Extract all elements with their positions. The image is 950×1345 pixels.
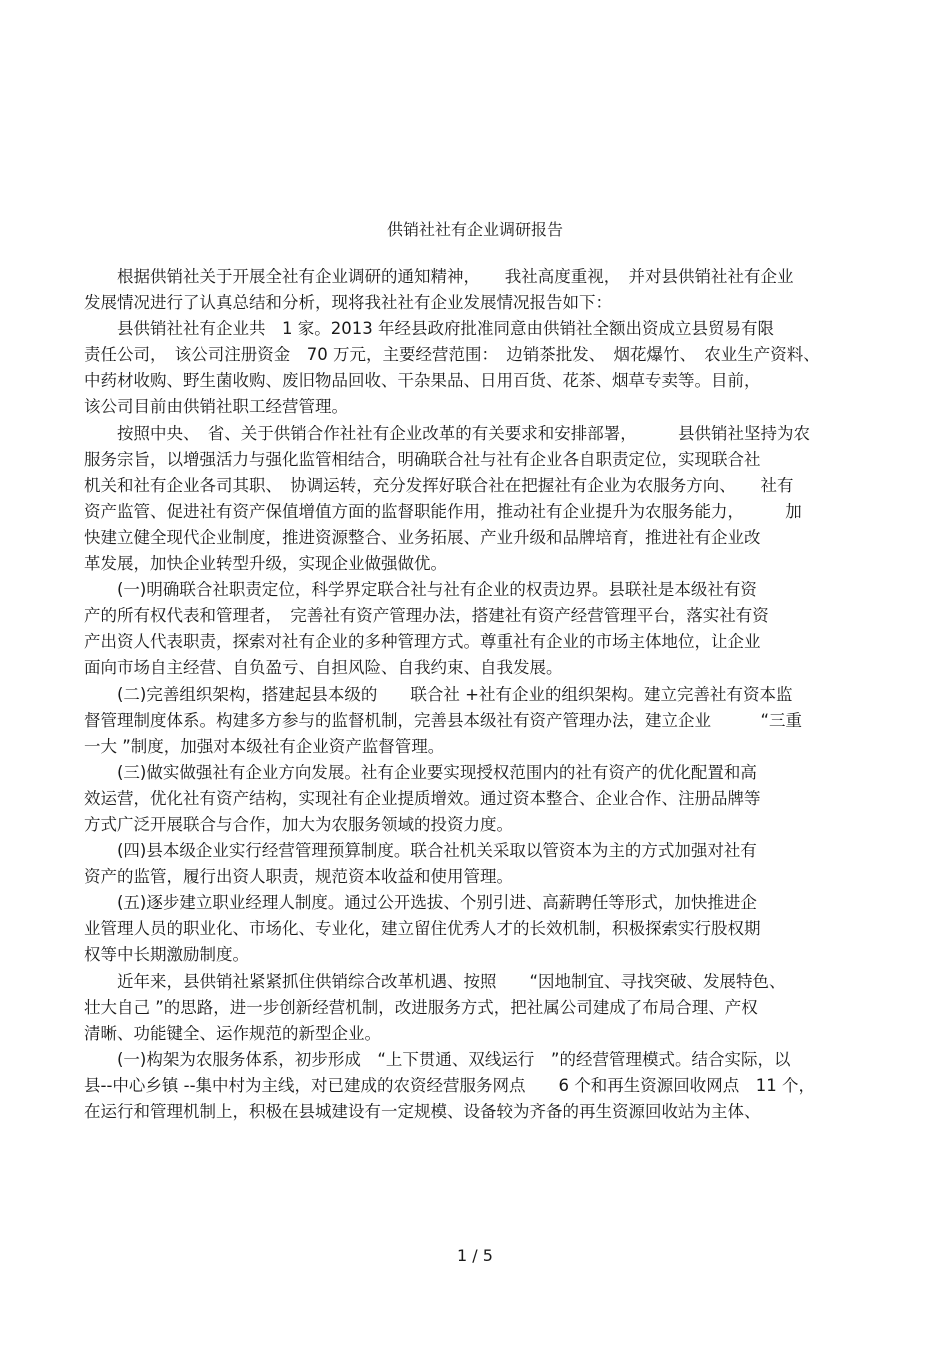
text-line: 方式广泛开展联合与合作，加大为农服务领域的投资力度。 <box>84 814 513 834</box>
text-line: 机关和社有企业各司其职、 协调运转，充分发挥好联合社在把握社有企业为农服务方向、 社有 <box>84 475 794 495</box>
text-line: 壮大自己 ”的思路，进一步创新经营机制，改进服务方式，把社属公司建成了布局合理、产权 <box>84 997 758 1017</box>
text-line: 革发展，加快企业转型升级，实现企业做强做优。 <box>84 554 447 574</box>
text-line: 服务宗旨，以增强活力与强化监管相结合，明确联合社与社有企业各自职责定位，实现联合社 <box>84 449 761 469</box>
text-line: 效运营，优化社有资产结构，实现社有企业提质增效。通过资本整合、企业合作、注册品牌等 <box>84 788 761 808</box>
text-line: 资产监管、促进社有资产保值增值方面的监督职能作用，推动社有企业提升为农服务能力， 加 <box>84 501 802 521</box>
text-line: 产出资人代表职责，探索对社有企业的多种管理方式。尊重社有企业的市场主体地位，让企业 <box>84 632 761 652</box>
text-line: 清晰、功能键全、运作规范的新型企业。 <box>84 1023 381 1043</box>
text-line: 中药材收购、野生菌收购、废旧物品回收、干杂果品、日用百货、花茶、烟草专卖等。目前， <box>84 371 761 391</box>
text-line: 发展情况进行了认真总结和分析，现将我社社有企业发展情况报告如下： <box>84 293 612 313</box>
text-line: (五)逐步建立职业经理人制度。通过公开选拔、个别引进、高薪聘任等形式，加快推进企 <box>84 893 757 913</box>
page-number: 1 / 5 <box>457 1246 493 1265</box>
text-line: (二)完善组织架构，搭建起县本级的 联合社 +社有企业的组织架构。建立完善社有资本监 <box>84 684 793 704</box>
text-line: 近年来，县供销社紧紧抓住供销综合改革机遇、按照 “因地制宜、寻找突破、发展特色、 <box>84 971 786 991</box>
text-line: 督管理制度体系。构建多方参与的监督机制，完善县本级社有资产管理办法，建立企业 “三重 <box>84 710 803 730</box>
text-line: 资产的监管，履行出资人职责，规范资本收益和使用管理。 <box>84 867 513 887</box>
text-line: 责任公司， 该公司注册资金 70 万元，主要经营范围： 边销茶批发、 烟花爆竹、 农业生产资料、 <box>84 345 820 365</box>
text-line: 一大 ”制度，加强对本级社有企业资产监督管理。 <box>84 736 445 756</box>
text-line: 快建立健全现代企业制度，推进资源整合、业务拓展、产业升级和品牌培育，推进社有企业改 <box>84 527 761 547</box>
text-line: (三)做实做强社有企业方向发展。社有企业要实现授权范围内的社有资产的优化配置和高 <box>84 762 757 782</box>
text-line: (四)县本级企业实行经营管理预算制度。联合社机关采取以管资本为主的方式加强对社有 <box>84 841 757 861</box>
text-line: 产的所有权代表和管理者， 完善社有资产管理办法，搭建社有资产经营管理平台，落实社有资 <box>84 606 769 626</box>
text-line: 业管理人员的职业化、市场化、专业化，建立留住优秀人才的长效机制，积极探索实行股权期 <box>84 919 761 939</box>
text-line: 按照中央、 省、关于供销合作社社有企业改革的有关要求和安排部署， 县供销社坚持为农 <box>84 423 810 443</box>
document-title: 供销社社有企业调研报告 <box>386 220 563 239</box>
text-line: 县--中心乡镇 --集中村为主线，对已建成的农资经营服务网点 6 个和再生资源回收网点 11 个， <box>84 1075 816 1095</box>
text-line: 在运行和管理机制上，积极在县城建设有一定规模、设备较为齐备的再生资源回收站为主体、 <box>84 1102 761 1121</box>
text-line: 面向市场自主经营、自负盈亏、自担风险、自我约束、自我发展。 <box>84 658 563 678</box>
text-line: 根据供销社关于开展全社有企业调研的通知精神， 我社高度重视， 并对县供销社社有企业 <box>84 267 794 286</box>
text-line: 县供销社社有企业共 1 家。2013 年经县政府批准同意由供销社全额出资成立县贸易有限 <box>84 319 774 339</box>
text-line: (一)构架为农服务体系，初步形成 “上下贯通、双线运行 ”的经营管理模式。结合实际，以 <box>84 1049 791 1069</box>
text-line: (一)明确联合社职责定位，科学界定联合社与社有企业的权责边界。县联社是本级社有资 <box>84 580 757 600</box>
document-body <box>84 264 868 1125</box>
text-line: 该公司目前由供销社职工经营管理。 <box>84 397 348 417</box>
text-line: 权等中长期激励制度。 <box>84 945 249 965</box>
